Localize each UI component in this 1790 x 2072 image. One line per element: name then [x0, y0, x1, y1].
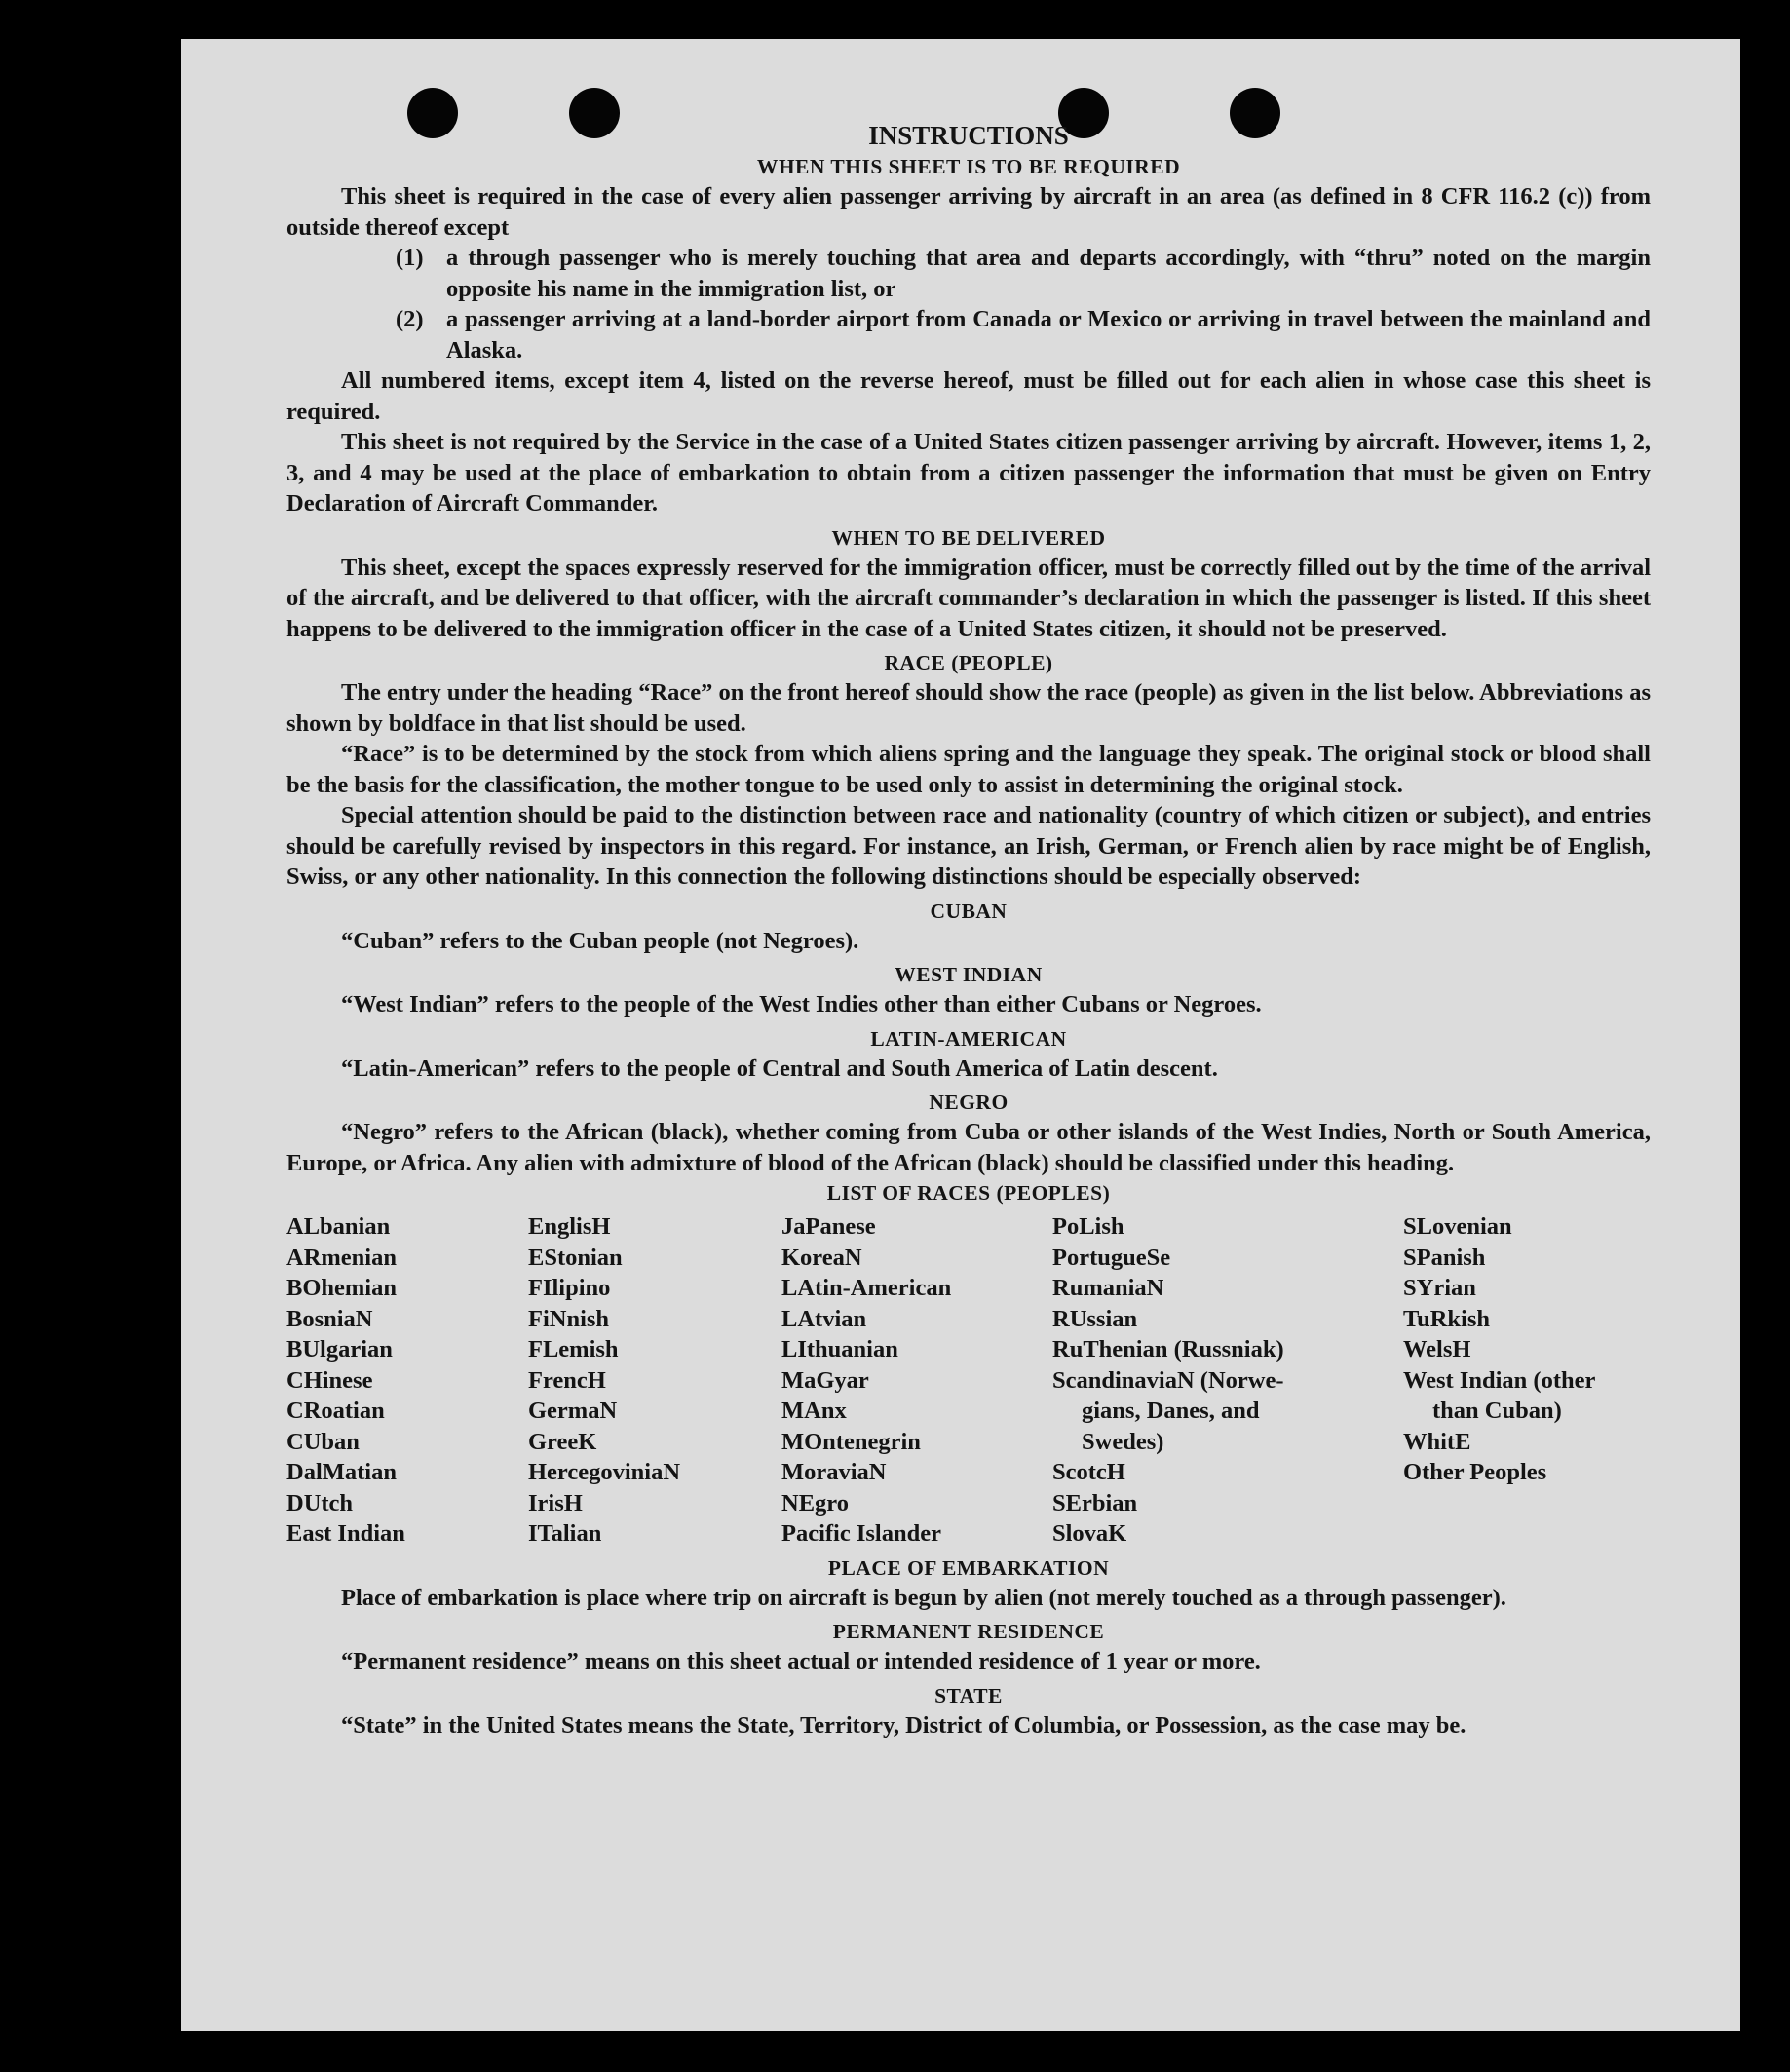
race-item: ARmenian — [286, 1244, 397, 1271]
document-page — [181, 39, 1740, 2031]
race-item: LIthuanian — [781, 1336, 898, 1362]
race-item: FrencH — [528, 1366, 606, 1394]
heading-when-delivered: WHEN TO BE DELIVERED — [831, 525, 1106, 550]
race-item: gians, Danes, and — [1082, 1398, 1260, 1424]
heading-negro: NEGRO — [929, 1091, 1009, 1114]
paragraph: This sheet is required in the case of every alien passenger arriving by aircraft in an area (as defined in 8 CFR 116.2 (c)) from outside thereof except — [286, 183, 1651, 241]
race-item: ScandinaviaN (Norwe- — [1052, 1366, 1284, 1394]
paragraph: Special attention should be paid to the distinction between race and nationality (country of which citizen or subject), and entries should be carefully revised by inspectors in this regard. For instance, an Irish, German, or French alien by race might be of English, Swiss, or any other nationality. In this connection the following distinctions should be especially observed: — [286, 802, 1651, 890]
race-item: CUban — [286, 1428, 360, 1455]
paragraph: “Cuban” refers to the Cuban people (not Negroes). — [341, 927, 859, 954]
paragraph: Place of embarkation is place where trip on aircraft is begun by alien (not merely touched as a through passenger). — [341, 1584, 1506, 1611]
races-column — [1052, 1211, 1403, 1550]
race-item: MAnx — [781, 1398, 847, 1424]
race-item: DalMatian — [286, 1459, 397, 1485]
paragraph: “State” in the United States means the State, Territory, District of Columbia, or Possession, as the case may be. — [341, 1711, 1466, 1739]
paragraph: The entry under the heading “Race” on the front hereof should show the race (people) as given in the list below. Abbreviations as shown by boldface in that list should be used. — [286, 679, 1651, 737]
race-item: HercegoviniaN — [528, 1459, 681, 1485]
paragraph: “Latin-American” refers to the people of Central and South America of Latin descent. — [341, 1055, 1218, 1082]
race-item: GreeK — [528, 1428, 597, 1455]
race-item: GermaN — [528, 1398, 618, 1424]
race-item: PortugueSe — [1052, 1244, 1171, 1271]
race-item: CHinese — [286, 1366, 373, 1394]
race-item: TuRkish — [1403, 1305, 1491, 1332]
heading-cuban: CUBAN — [930, 899, 1008, 923]
race-item: West Indian (other — [1403, 1366, 1596, 1394]
paragraph: “West Indian” refers to the people of the West Indies other than either Cubans or Negroes. — [341, 991, 1262, 1017]
item-text: a through passenger who is merely touching that area and departs accordingly, with “thru” noted on the margin opposite his name in the immigration list, or — [446, 245, 1651, 302]
race-item: FLemish — [528, 1336, 619, 1362]
race-item: FIlipino — [528, 1275, 611, 1301]
race-item: LAtvian — [781, 1305, 867, 1332]
race-item: than Cuban) — [1432, 1398, 1562, 1424]
race-item: East Indian — [286, 1520, 405, 1547]
race-item: EStonian — [528, 1244, 623, 1271]
heading-race: RACE (PEOPLE) — [884, 651, 1053, 674]
race-item: CRoatian — [286, 1398, 385, 1424]
races-column — [528, 1211, 781, 1550]
race-item: JaPanese — [781, 1213, 876, 1240]
heading-state: STATE — [934, 1683, 1003, 1707]
race-item: SErbian — [1052, 1489, 1138, 1516]
race-item: SYrian — [1403, 1275, 1476, 1301]
race-item: BUlgarian — [286, 1336, 393, 1362]
race-item: ScotcH — [1052, 1459, 1125, 1485]
race-item: BOhemian — [286, 1275, 397, 1301]
paragraph: “Negro” refers to the African (black), whether coming from Cuba or other islands of the West Indies, North or South America, Europe, or Africa. Any alien with admixture of blood of the African (black) should be classified under this heading. — [286, 1119, 1651, 1176]
race-item: Swedes) — [1082, 1428, 1164, 1455]
page-title: INSTRUCTIONS — [868, 121, 1069, 150]
races-column — [286, 1211, 528, 1550]
item-text: a passenger arriving at a land-border airport from Canada or Mexico or arriving in travel between the mainland and Alaska. — [446, 306, 1651, 364]
races-column — [1403, 1211, 1651, 1550]
item-number: (2) — [396, 306, 424, 332]
race-item: RuThenian (Russniak) — [1052, 1336, 1284, 1362]
race-item: SPanish — [1403, 1244, 1486, 1271]
race-item: SlovaK — [1052, 1520, 1127, 1547]
race-item: RUssian — [1052, 1305, 1138, 1332]
heading-list-of-races: LIST OF RACES (PEOPLES) — [826, 1181, 1111, 1205]
races-list — [286, 1211, 1651, 1550]
heading-embarkation: PLACE OF EMBARKATION — [827, 1555, 1110, 1580]
race-item: MaGyar — [781, 1366, 869, 1394]
races-column — [781, 1211, 1052, 1550]
paragraph: This sheet is not required by the Service in the case of a United States citizen passenger arriving by aircraft. However, items 1, 2, 3, and 4 may be used at the place of embarkation to obtain from a citizen passenger the information that must be given on Entry Declaration of Aircraft Commander. — [286, 429, 1651, 517]
heading-west-indian: WEST INDIAN — [895, 963, 1043, 986]
race-item: LAtin-American — [781, 1275, 952, 1301]
instructions-content — [286, 119, 1651, 1741]
paragraph: This sheet, except the spaces expressly reserved for the immigration officer, must be correctly filled out by the time of the arrival of the aircraft, and be delivered to that officer, with the aircraft commander’s declaration in which the passenger is listed. If this sheet happens to be delivered to the immigration officer in the case of a United States citizen, it should not be preserved. — [286, 554, 1651, 642]
race-item: EnglisH — [528, 1213, 611, 1240]
race-item: FiNnish — [528, 1305, 610, 1332]
heading-when-required: WHEN THIS SHEET IS TO BE REQUIRED — [756, 155, 1181, 178]
paragraph: “Race” is to be determined by the stock from which aliens spring and the language they speak. The original stock or blood shall be the basis for the classification, the mother tongue to be used only to assist in determining the original stock. — [286, 741, 1651, 798]
race-item: NEgro — [781, 1489, 849, 1516]
race-item: BosniaN — [286, 1305, 373, 1332]
item-number: (1) — [396, 245, 424, 271]
race-item: ALbanian — [286, 1213, 391, 1240]
race-item: MOntenegrin — [781, 1428, 921, 1455]
race-item: SLovenian — [1403, 1213, 1512, 1240]
heading-latin-american: LATIN-AMERICAN — [870, 1026, 1067, 1051]
race-item: PoLish — [1052, 1213, 1124, 1240]
race-item: MoraviaN — [781, 1459, 887, 1485]
race-item: WelsH — [1403, 1336, 1471, 1362]
list-item — [396, 304, 1651, 365]
race-item: Other Peoples — [1403, 1459, 1547, 1485]
paragraph: “Permanent residence” means on this sheet actual or intended residence of 1 year or more. — [341, 1648, 1261, 1674]
race-item: IrisH — [528, 1489, 583, 1516]
race-item: DUtch — [286, 1489, 354, 1516]
list-item — [396, 243, 1651, 304]
race-item: ITalian — [528, 1520, 602, 1547]
paragraph: All numbered items, except item 4, listed on the reverse hereof, must be filled out for each alien in whose case this sheet is required. — [286, 367, 1651, 425]
heading-permanent-residence: PERMANENT RESIDENCE — [832, 1620, 1105, 1643]
race-item: RumaniaN — [1052, 1275, 1164, 1301]
race-item: Pacific Islander — [781, 1520, 941, 1547]
race-item: KoreaN — [781, 1244, 862, 1271]
race-item: WhitE — [1403, 1428, 1471, 1455]
